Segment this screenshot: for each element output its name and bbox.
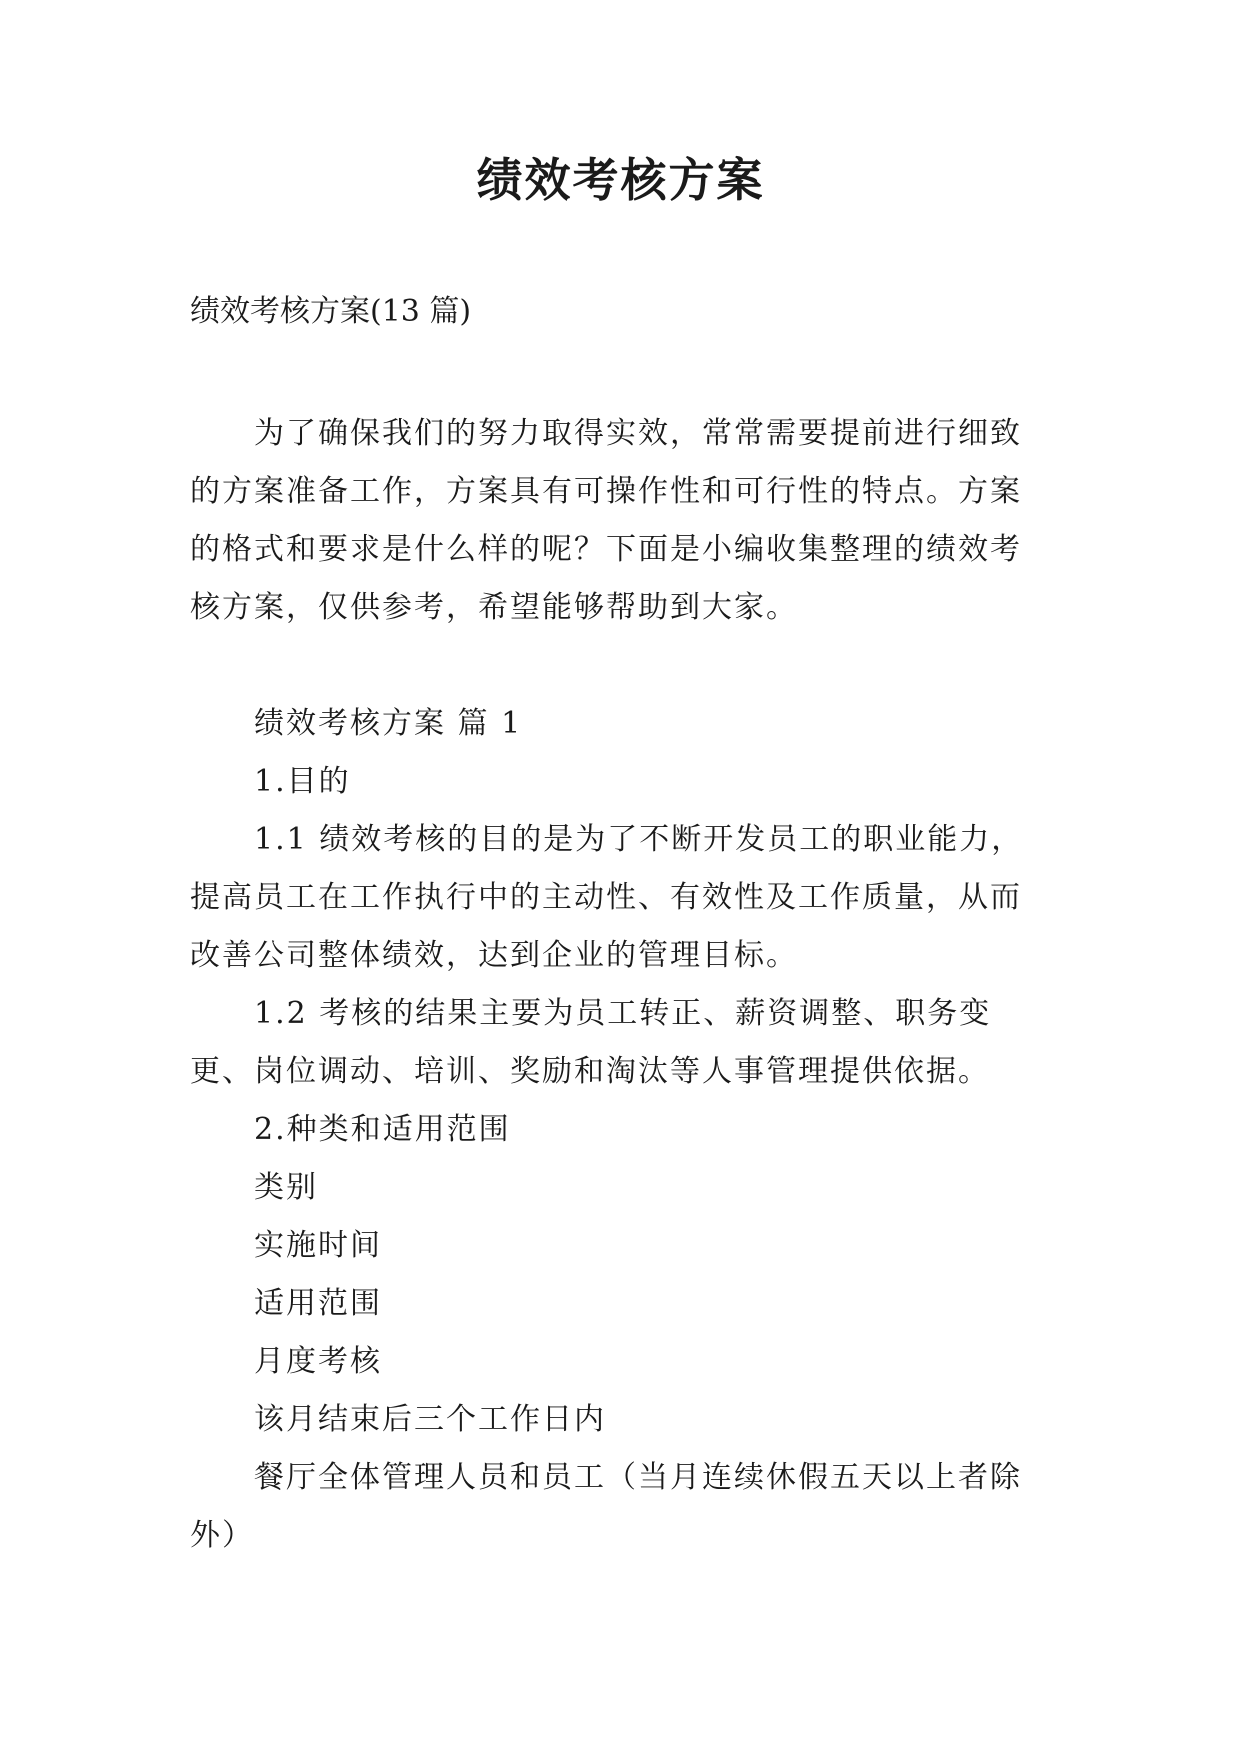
intro-section [190, 405, 1050, 637]
table-cell-time: 实施时间 [254, 1228, 382, 1263]
table-cell-monthly-time: 该月结束后三个工作日内 [254, 1402, 606, 1437]
document-subtitle: 绩效考核方案(13 篇) [190, 294, 472, 329]
paragraph-1-1: 1.1 绩效考核的目的是为了不断开发员工的职业能力，提高员工在工作执行中的主动性、有效性及工作质量，从而改善公司整体绩效，达到企业的管理目标。 [190, 822, 1024, 973]
table-cell-monthly: 月度考核 [254, 1344, 382, 1379]
paragraph-1-2: 1.2 考核的结果主要为员工转正、薪资调整、职务变更、岗位调动、培训、奖励和淘汰等人事管理提供依据。 [190, 996, 992, 1089]
heading-purpose: 1.目的 [254, 764, 351, 799]
table-cell-category: 类别 [254, 1170, 318, 1205]
heading-types-scope: 2.种类和适用范围 [254, 1112, 511, 1147]
table-cell-monthly-scope: 餐厅全体管理人员和员工（当月连续休假五天以上者除外） [190, 1460, 1022, 1553]
intro-paragraph: 为了确保我们的努力取得实效，常常需要提前进行细致的方案准备工作，方案具有可操作性和可行性的特点。方案的格式和要求是什么样的呢？下面是小编收集整理的绩效考核方案，仅供参考，希望能够帮助到大家。 [190, 416, 1022, 625]
content-section [190, 695, 1050, 1565]
section-heading-part1: 绩效考核方案 篇 1 [254, 706, 523, 741]
document-title: 绩效考核方案 [476, 153, 765, 207]
table-cell-scope: 适用范围 [254, 1286, 382, 1321]
